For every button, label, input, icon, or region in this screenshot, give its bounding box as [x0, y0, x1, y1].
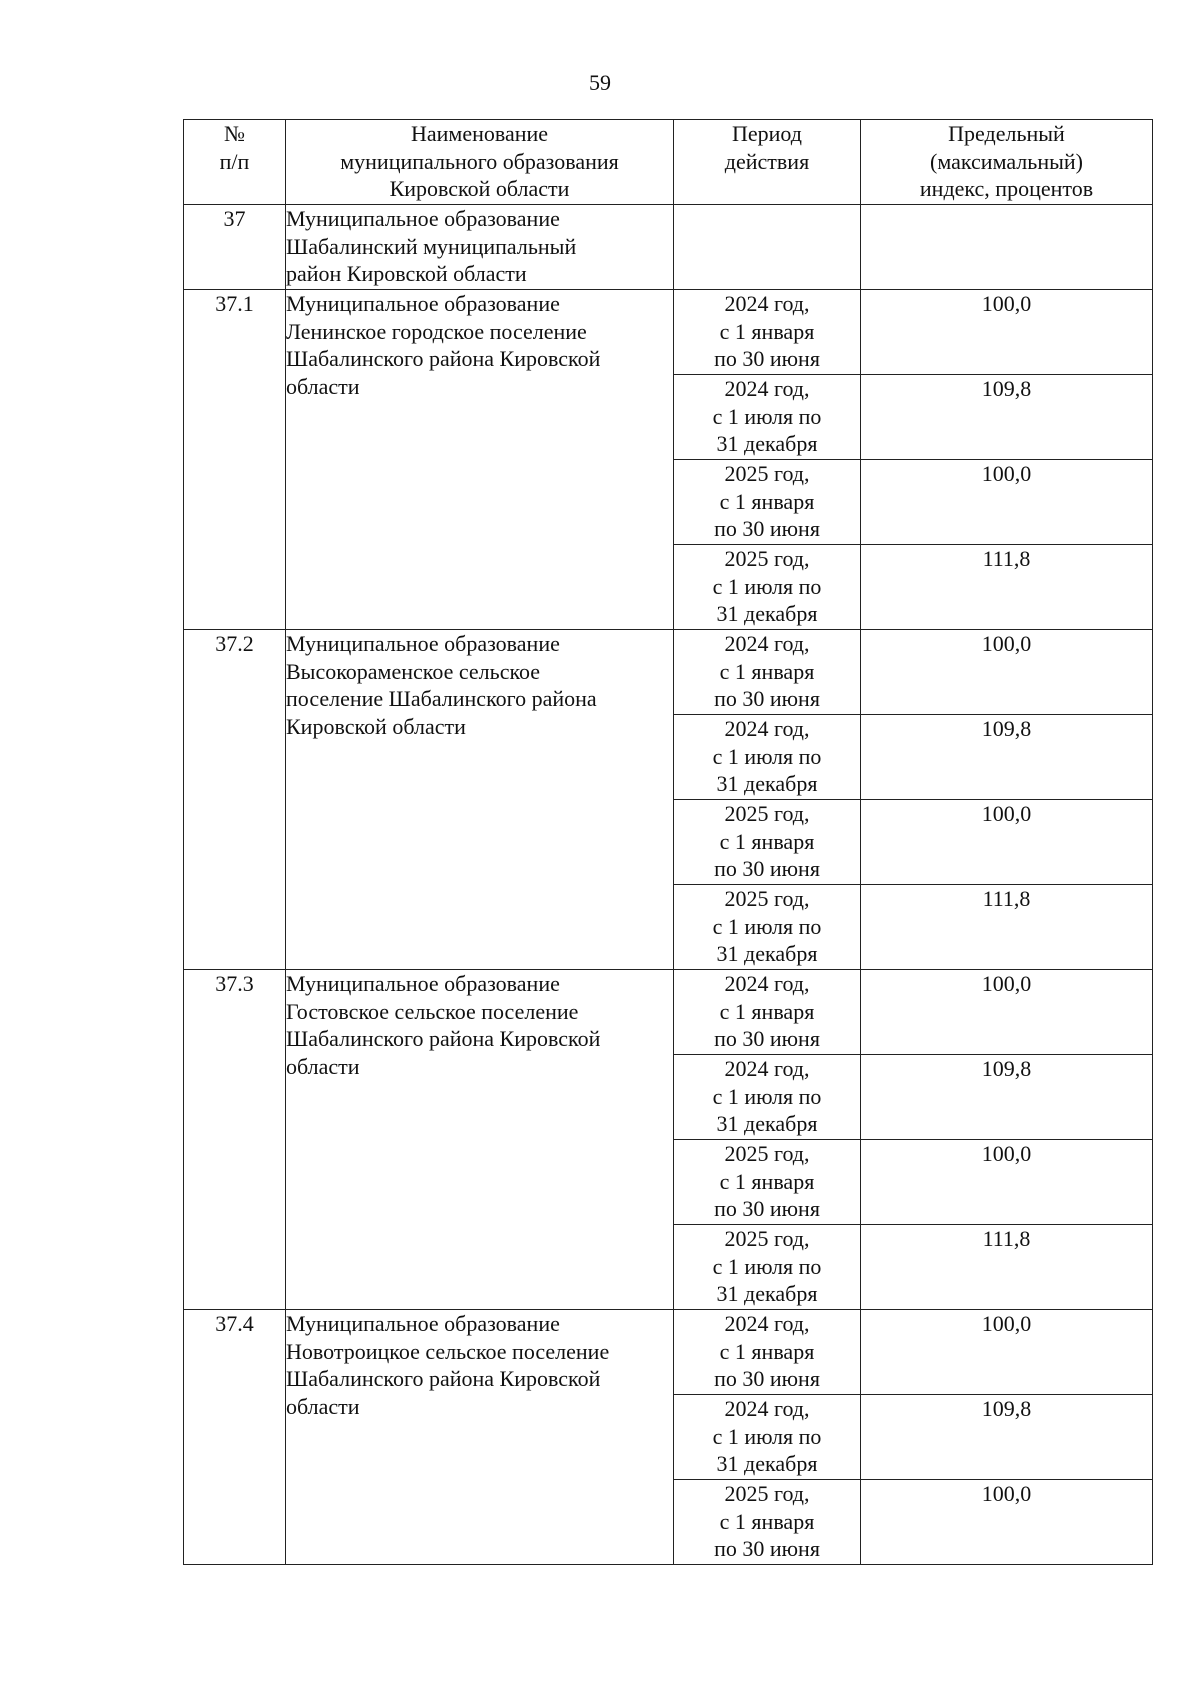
table-body [184, 120, 1153, 1565]
period-line: с 1 июля по [712, 1253, 822, 1279]
index-value-cell: 100,0 [861, 800, 1153, 885]
period-cell [674, 460, 861, 545]
period-line: 2025 год, [724, 1226, 810, 1251]
header-period-line: Период [732, 121, 802, 146]
row-name-line: Гостовское сельское поселение [286, 998, 579, 1024]
row-name-line: области [286, 373, 360, 399]
period-cell [674, 885, 861, 970]
period-line: 31 декабря [716, 771, 818, 796]
index-value-cell: 100,0 [861, 1310, 1153, 1395]
period-line: с 1 января [719, 1338, 815, 1364]
period-line: по 30 июня [714, 1196, 820, 1221]
row-name-line: Муниципальное образование [286, 1311, 560, 1336]
period-cell [674, 1395, 861, 1480]
table-header-row [184, 120, 1153, 205]
period-line: 2024 год, [724, 376, 810, 401]
period-line: с 1 января [719, 1508, 815, 1534]
header-index-cell [861, 120, 1153, 205]
period-line: 2024 год, [724, 1396, 810, 1421]
period-cell [674, 1140, 861, 1225]
group-index-cell [861, 205, 1153, 290]
period-cell [674, 1225, 861, 1310]
period-line: с 1 января [719, 828, 815, 854]
period-line: по 30 июня [714, 1366, 820, 1391]
period-cell [674, 970, 861, 1055]
index-value-cell: 109,8 [861, 1055, 1153, 1140]
row-name-line: поселение Шабалинского района [286, 686, 597, 711]
index-value-cell: 111,8 [861, 545, 1153, 630]
period-line: по 30 июня [714, 856, 820, 881]
period-line: 31 декабря [716, 431, 818, 456]
period-line: 2024 год, [724, 291, 810, 316]
period-line: 2024 год, [724, 1056, 810, 1081]
period-line: с 1 января [719, 318, 815, 344]
row-name-cell [286, 1310, 674, 1565]
table-row [184, 970, 1153, 1055]
period-line: с 1 июля по [712, 743, 822, 769]
period-line: по 30 июня [714, 686, 820, 711]
index-value-cell: 111,8 [861, 1225, 1153, 1310]
group-name-line: Муниципальное образование [286, 206, 560, 231]
header-index-line: индекс, процентов [919, 176, 1094, 201]
period-line: 2024 год, [724, 631, 810, 656]
period-line: с 1 января [719, 488, 815, 514]
header-index-line: Предельный [948, 121, 1065, 146]
period-line: 2024 год, [724, 716, 810, 741]
period-cell [674, 630, 861, 715]
row-name-line: Ленинское городское поселение [286, 318, 587, 344]
row-name-line: Высокораменское сельское [286, 658, 541, 684]
table-row [184, 1310, 1153, 1395]
header-num-line: п/п [219, 148, 250, 174]
period-line: 31 декабря [716, 1281, 818, 1306]
row-name-line: Шабалинского района Кировской [286, 346, 601, 371]
period-line: 2025 год, [724, 886, 810, 911]
row-name-line: Шабалинского района Кировской [286, 1026, 601, 1051]
period-cell [674, 375, 861, 460]
row-name-cell [286, 630, 674, 970]
row-name-line: Муниципальное образование [286, 631, 560, 656]
group-name-cell [286, 205, 674, 290]
period-line: 31 декабря [716, 941, 818, 966]
row-name-line: Муниципальное образование [286, 971, 560, 996]
period-line: 2025 год, [724, 1481, 810, 1506]
index-value-cell: 100,0 [861, 460, 1153, 545]
index-value-cell: 111,8 [861, 885, 1153, 970]
index-value-cell: 109,8 [861, 715, 1153, 800]
row-name-line: Кировской области [286, 713, 466, 739]
period-line: по 30 июня [714, 346, 820, 371]
period-cell [674, 1480, 861, 1565]
row-name-cell [286, 970, 674, 1310]
index-value-cell: 109,8 [861, 375, 1153, 460]
group-num-cell: 37 [184, 205, 286, 290]
period-line: по 30 июня [714, 516, 820, 541]
index-value-cell: 100,0 [861, 1480, 1153, 1565]
header-num-cell [184, 120, 286, 205]
group-name-line: район Кировской области [286, 261, 527, 286]
period-line: с 1 июля по [712, 1083, 822, 1109]
period-line: с 1 января [719, 998, 815, 1024]
table-row [184, 630, 1153, 715]
group-row-37 [184, 205, 1153, 290]
header-name-cell [286, 120, 674, 205]
group-name-line: Шабалинский муниципальный [286, 233, 577, 259]
period-line: по 30 июня [714, 1536, 820, 1561]
row-name-line: Новотроицкое сельское поселение [286, 1338, 610, 1364]
period-line: по 30 июня [714, 1026, 820, 1051]
period-cell [674, 1055, 861, 1140]
period-line: 2025 год, [724, 1141, 810, 1166]
row-name-line: Муниципальное образование [286, 291, 560, 316]
header-index-line: (максимальный) [930, 148, 1083, 174]
period-line: с 1 июля по [712, 913, 822, 939]
index-value-cell: 109,8 [861, 1395, 1153, 1480]
index-value-cell: 100,0 [861, 630, 1153, 715]
period-line: 2024 год, [724, 1311, 810, 1336]
header-name-line: муниципального образования [340, 148, 619, 174]
header-period-line: действия [724, 148, 810, 174]
header-num-line: № [224, 121, 245, 146]
header-name-line: Кировской области [389, 176, 570, 201]
index-value-cell: 100,0 [861, 1140, 1153, 1225]
page-number: 59 [589, 70, 611, 95]
period-cell [674, 290, 861, 375]
row-name-line: области [286, 1393, 360, 1419]
period-line: 2025 год, [724, 461, 810, 486]
index-value-cell: 100,0 [861, 290, 1153, 375]
period-line: 2025 год, [724, 801, 810, 826]
period-line: с 1 июля по [712, 1423, 822, 1449]
row-num-cell: 37.1 [184, 290, 286, 630]
header-period-cell [674, 120, 861, 205]
row-name-line: области [286, 1053, 360, 1079]
period-line: 2024 год, [724, 971, 810, 996]
period-cell [674, 545, 861, 630]
period-line: с 1 июля по [712, 573, 822, 599]
period-line: с 1 января [719, 1168, 815, 1194]
row-num-cell: 37.3 [184, 970, 286, 1310]
header-name-line: Наименование [410, 121, 549, 146]
period-cell [674, 800, 861, 885]
period-cell [674, 1310, 861, 1395]
index-table [183, 119, 1153, 1565]
row-name-line: Шабалинского района Кировской [286, 1366, 601, 1391]
row-num-cell: 37.4 [184, 1310, 286, 1565]
row-num-cell: 37.2 [184, 630, 286, 970]
period-line: с 1 июля по [712, 403, 822, 429]
row-name-cell [286, 290, 674, 630]
index-value-cell: 100,0 [861, 970, 1153, 1055]
table-row [184, 290, 1153, 375]
period-cell [674, 715, 861, 800]
period-line: 31 декабря [716, 601, 818, 626]
period-line: 2025 год, [724, 546, 810, 571]
group-period-cell [674, 205, 861, 290]
period-line: с 1 января [719, 658, 815, 684]
period-line: 31 декабря [716, 1451, 818, 1476]
period-line: 31 декабря [716, 1111, 818, 1136]
